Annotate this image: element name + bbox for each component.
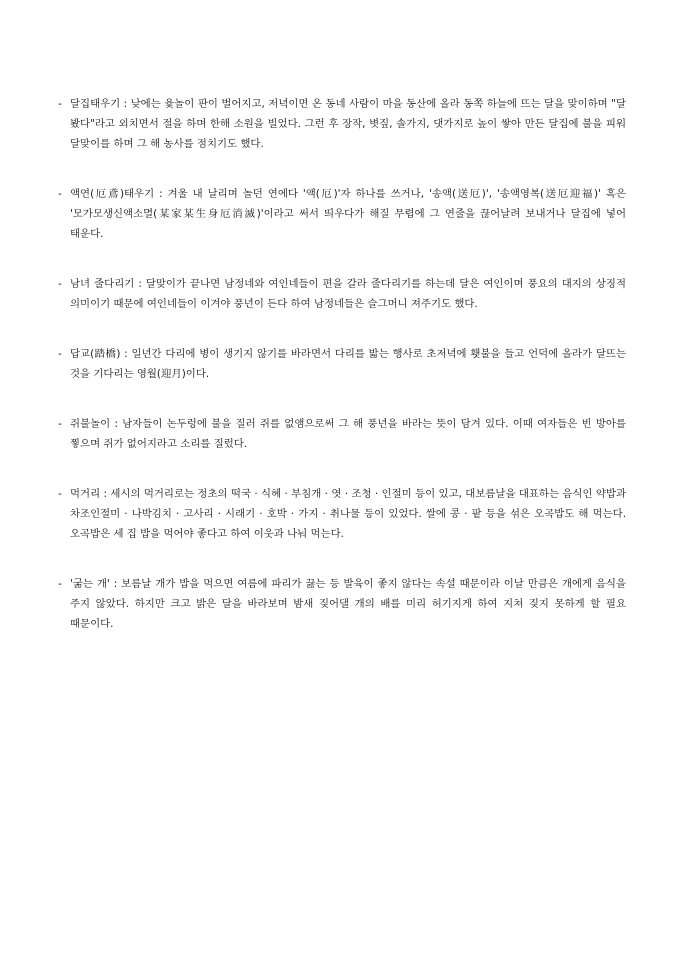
list-item	[58, 94, 626, 154]
list-item	[58, 344, 626, 384]
list-item-text: '굶는 개' : 보름날 개가 밥을 먹으면 여름에 파리가 끓는 등 발육이 좋지 않다는 속설 때문이라 이날 만큼은 개에게 음식을 주지 않았다. 하지만 크고 밝은 달을 바라보며 밤새 짖어댈 개의 배를 미리 허기지게 하여 지쳐 짖지 못하게 할 필요 때문이다.	[70, 578, 626, 630]
list-bullet: -	[58, 578, 62, 590]
list-item-text: 답교(踏橋) : 일년간 다리에 병이 생기지 않기를 바라면서 다리를 밟는 행사로 초저녁에 횃불을 들고 언덕에 올라가 달뜨는 것을 기다리는 영월(迎月)이다.	[70, 348, 626, 380]
list-bullet: -	[58, 188, 62, 200]
list-item-text: 남녀 줄다리기 : 달맞이가 끝나면 남정네와 여인네들이 편을 갈라 줄다리기를 하는데 달은 여인이며 풍요의 대지의 상징적 의미이기 때문에 여인네들이 이겨야 풍년이 든다 하여 남정네들은 슬그머니 져주기도 했다.	[70, 278, 626, 310]
custom-list	[58, 94, 626, 664]
list-item-text: 쥐불놀이 : 남자들이 논두렁에 불을 질러 쥐를 없앰으로써 그 해 풍년을 바라는 뜻이 담겨 있다. 이때 여자들은 빈 방아를 찧으며 쥐가 없어지라고 소리를 질렀다.	[70, 418, 626, 450]
list-item	[58, 414, 626, 454]
list-bullet: -	[58, 278, 62, 290]
list-item-text: 액연(厄鳶)태우기 : 겨울 내 날리며 놀던 연에다 '액(厄)'자 하나를 쓰거나, '송액(送厄)', '송액영복(送厄迎福)' 혹은 '모가모생신액소멸(某家某生身厄消滅)'이라고 써서 띄우다가 해질 무렵에 그 연줄을 끊어날려 보내거나 달집에 넣어 태운다.	[70, 188, 626, 240]
list-item	[58, 184, 626, 244]
list-item-text: 먹거리 : 세시의 먹거리로는 정초의 떡국 · 식혜 · 부침개 · 엿 · 조청 · 인절미 등이 있고, 대보름날을 대표하는 음식인 약밥과 차조인절미 · 나박김치 · 고사리 · 시래기 · 호박 · 가지 · 취나물 등이 있었다. 쌀에 콩 · 팥 등을 섞은 오곡밥도 해 먹는다. 오곡밥은 세 집 밥을 먹어야 좋다고 하여 이웃과 나눠 먹는다.	[70, 488, 626, 540]
list-item	[58, 484, 626, 544]
list-bullet: -	[58, 488, 62, 500]
list-bullet: -	[58, 348, 62, 360]
list-item-text: 달집태우기 : 낮에는 윷놀이 판이 벌어지고, 저녁이면 온 동네 사람이 마을 동산에 올라 동쪽 하늘에 뜨는 달을 맞이하며 "달 봤다"라고 외치면서 절을 하며 한해 소원을 빌었다. 그런 후 장작, 볏짚, 솔가지, 댓가지로 높이 쌓아 만든 달집에 불을 피워 달맞이를 하며 그 해 농사를 점치기도 했다.	[70, 98, 626, 150]
list-bullet: -	[58, 98, 62, 110]
list-item	[58, 574, 626, 634]
list-item	[58, 274, 626, 314]
list-bullet: -	[58, 418, 62, 430]
